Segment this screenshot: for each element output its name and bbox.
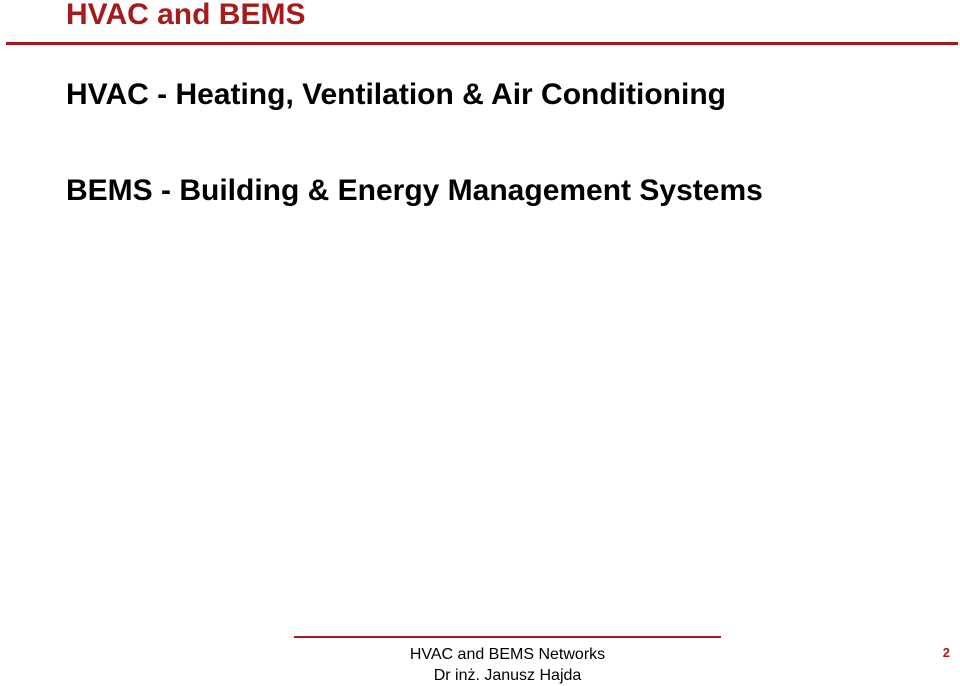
footer-divider	[294, 636, 721, 638]
definition-hvac: HVAC - Heating, Ventilation & Air Conditioning	[66, 78, 726, 111]
slide-title: HVAC and BEMS	[66, 0, 306, 31]
footer-author: Dr inż. Janusz Hajda	[433, 667, 582, 684]
footer-course-title: HVAC and BEMS Networks	[409, 646, 606, 663]
definition-bems: BEMS - Building & Energy Management Systems	[66, 174, 763, 207]
title-divider	[6, 42, 958, 45]
page-number: 2	[942, 645, 950, 660]
